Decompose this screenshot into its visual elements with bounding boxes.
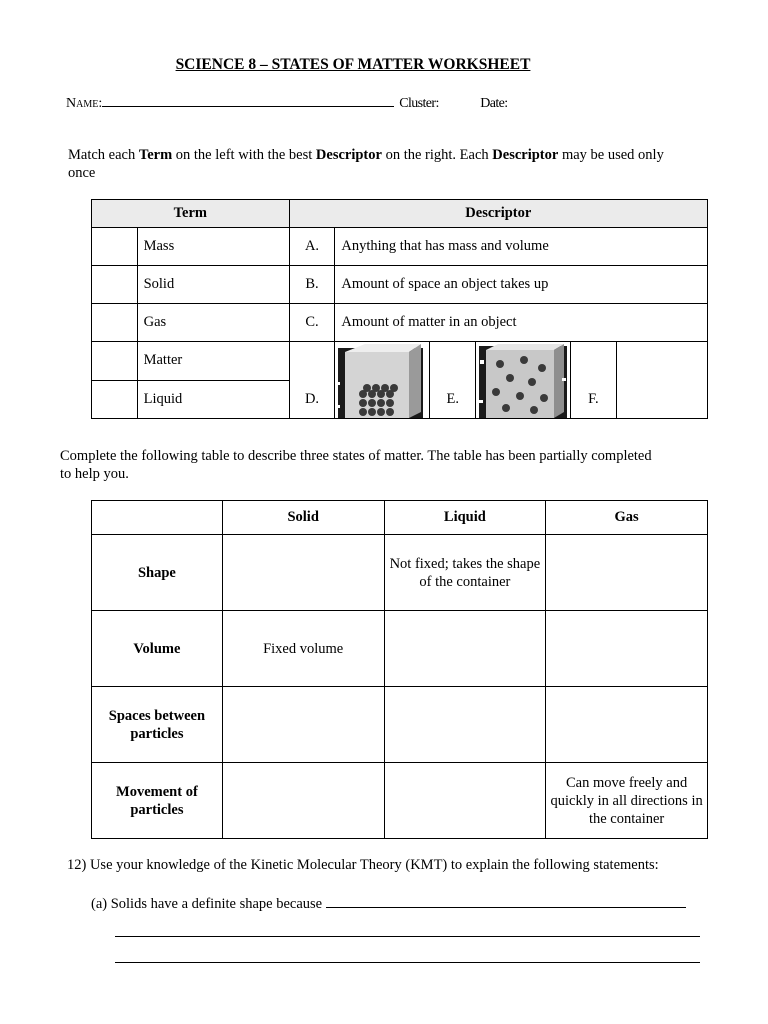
term-cell: Liquid <box>137 380 289 419</box>
date-label: Date: <box>480 96 508 111</box>
image-letter-f: F. <box>571 342 617 419</box>
instruction-segment: Match each <box>68 147 139 163</box>
instruction-segment: on the left with the best <box>172 147 316 163</box>
table-cell[interactable] <box>546 687 708 763</box>
column-header-solid: Solid <box>222 501 384 535</box>
answer-box[interactable] <box>92 380 138 419</box>
term-cell: Gas <box>137 304 289 342</box>
gas-image-cell <box>616 342 707 419</box>
cluster-label: Cluster: <box>399 96 439 111</box>
table-cell[interactable] <box>546 611 708 687</box>
table-cell[interactable] <box>222 687 384 763</box>
term-header: Term <box>92 200 290 228</box>
descriptor-letter: B. <box>289 266 335 304</box>
solid-particles-image <box>335 342 430 419</box>
table-cell: Not fixed; takes the shape of the container <box>384 535 546 611</box>
page-title: SCIENCE 8 – STATES OF MATTER WORKSHEET <box>175 56 531 73</box>
table-cell[interactable] <box>384 611 546 687</box>
states-of-matter-table <box>91 500 708 839</box>
descriptor-header: Descriptor <box>289 200 707 228</box>
descriptor-text: Anything that has mass and volume <box>335 228 708 266</box>
answer-line[interactable] <box>326 893 686 908</box>
term-cell: Solid <box>137 266 289 304</box>
name-row <box>66 93 508 112</box>
instruction-segment: may be used only once <box>68 147 664 181</box>
answer-box[interactable] <box>92 304 138 342</box>
table-cell[interactable] <box>546 535 708 611</box>
row-header-movement: Movement of particles <box>92 763 223 839</box>
descriptor-letter: A. <box>289 228 335 266</box>
table-cell: Can move freely and quickly in all directions in the container <box>546 763 708 839</box>
table-cell[interactable] <box>222 763 384 839</box>
matching-table <box>91 199 708 419</box>
name-label: Name: <box>66 96 103 111</box>
descriptor-letter: C. <box>289 304 335 342</box>
descriptor-text: Amount of matter in an object <box>335 304 708 342</box>
matching-instructions <box>68 146 688 182</box>
table-cell: Fixed volume <box>222 611 384 687</box>
corner-header <box>92 501 223 535</box>
instruction-segment: Term <box>138 147 173 163</box>
table-cell[interactable] <box>384 687 546 763</box>
name-field[interactable] <box>102 93 394 107</box>
table-cell[interactable] <box>384 763 546 839</box>
states-table-intro: Complete the following table to describe three states of matter. The table has been partially completed to help you. <box>60 448 652 482</box>
column-header-gas: Gas <box>546 501 708 535</box>
question-12: 12) Use your knowledge of the Kinetic Molecular Theory (KMT) to explain the following statements: <box>67 857 659 873</box>
answer-box[interactable] <box>92 228 138 266</box>
instruction-segment: on the right. Each <box>381 147 493 163</box>
term-cell: Matter <box>137 342 289 381</box>
instruction-segment: Descriptor <box>492 147 559 163</box>
question-12a <box>91 893 686 913</box>
column-header-liquid: Liquid <box>384 501 546 535</box>
image-letter-d: D. <box>289 342 335 419</box>
instruction-segment: Descriptor <box>315 147 382 163</box>
answer-line[interactable] <box>115 936 700 937</box>
image-letter-e: E. <box>430 342 476 419</box>
table-cell[interactable] <box>222 535 384 611</box>
row-header-spaces: Spaces between particles <box>92 687 223 763</box>
row-header-volume: Volume <box>92 611 223 687</box>
term-cell: Mass <box>137 228 289 266</box>
row-header-shape: Shape <box>92 535 223 611</box>
answer-box[interactable] <box>92 342 138 381</box>
answer-line[interactable] <box>115 962 700 963</box>
liquid-particles-image <box>476 342 571 419</box>
answer-box[interactable] <box>92 266 138 304</box>
descriptor-text: Amount of space an object takes up <box>335 266 708 304</box>
question-12a-text: (a) Solids have a definite shape because <box>91 896 323 912</box>
